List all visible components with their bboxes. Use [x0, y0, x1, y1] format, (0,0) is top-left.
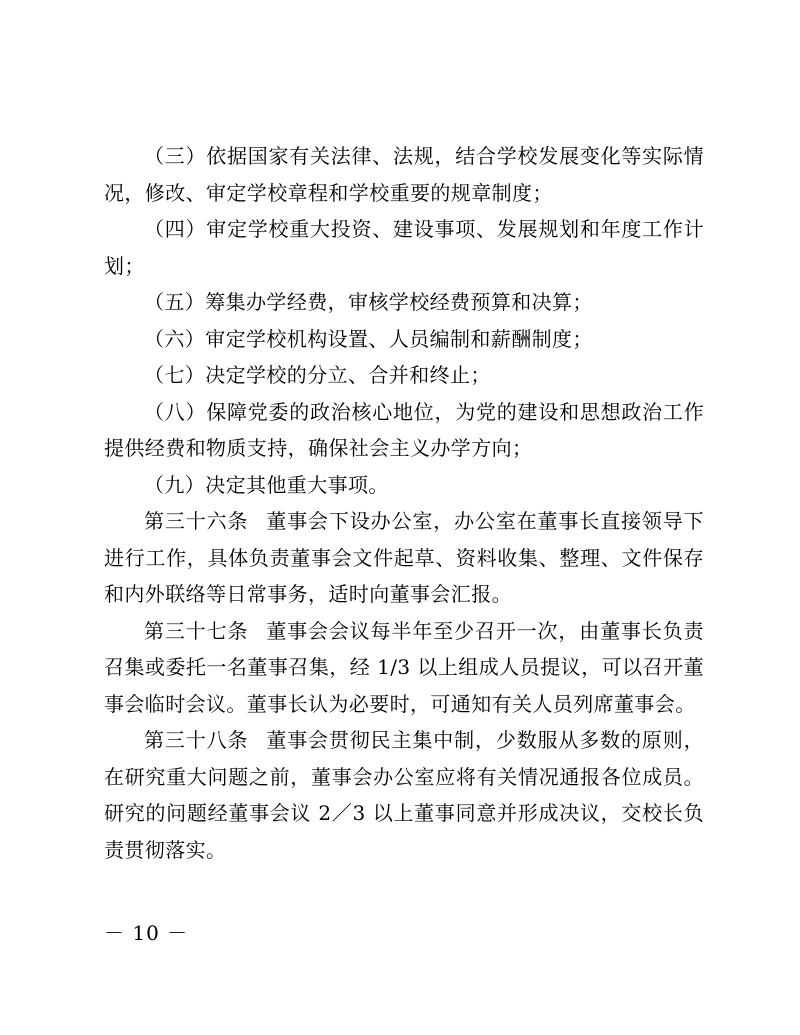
body-text: [104, 138, 704, 868]
article-37-text: 董事会会议每半年至少召开一次，由董事长负责召集或委托一名董事召集，经 1/3 以上组成人员提议，可以召开董事会临时会议。董事长认为必要时，可通知有关人员列席董事会。: [104, 618, 705, 716]
list-item-9: （九）决定其他重大事项。: [144, 472, 389, 497]
article-38-heading: 第三十八条: [144, 728, 249, 752]
article-36-heading: 第三十六条: [144, 509, 249, 533]
list-item-3: （三）依据国家有关法律、法规，结合学校发展变化等实际情况，修改、审定学校章程和学校重要的规章制度；: [104, 144, 704, 205]
list-item-4: （四）审定学校重大投资、建设事项、发展规划和年度工作计划；: [104, 217, 704, 278]
article-37: [104, 613, 704, 723]
article-38: [104, 722, 704, 868]
list-item-7: （七）决定学校的分立、合并和终止；: [144, 363, 491, 387]
article-36: [104, 503, 704, 613]
article-36-text: 董事会下设办公室，办公室在董事长直接领导下进行工作，具体负责董事会文件起草、资料收集、整理、文件保存和内外联络等日常事务，适时向董事会汇报。: [104, 509, 705, 606]
list-item-8: （八）保障党委的政治核心地位，为党的建设和思想政治工作提供经费和物质支持，确保社会主义办学方向；: [104, 399, 704, 460]
page-number: － 10 －: [104, 921, 189, 945]
article-38-text: 董事会贯彻民主集中制，少数服从多数的原则，在研究重大问题之前，董事会办公室应将有关情况通报各位成员。研究的问题经董事会议 2／3 以上董事同意并形成决议，交校长负责贯彻落实。: [104, 728, 705, 862]
list-item-6: （六）审定学校机构设置、人员编制和薪酬制度；: [144, 326, 593, 351]
article-37-heading: 第三十七条: [144, 618, 249, 643]
list-item-5: （五）筹集办学经费，审核学校经费预算和决算；: [144, 290, 593, 314]
